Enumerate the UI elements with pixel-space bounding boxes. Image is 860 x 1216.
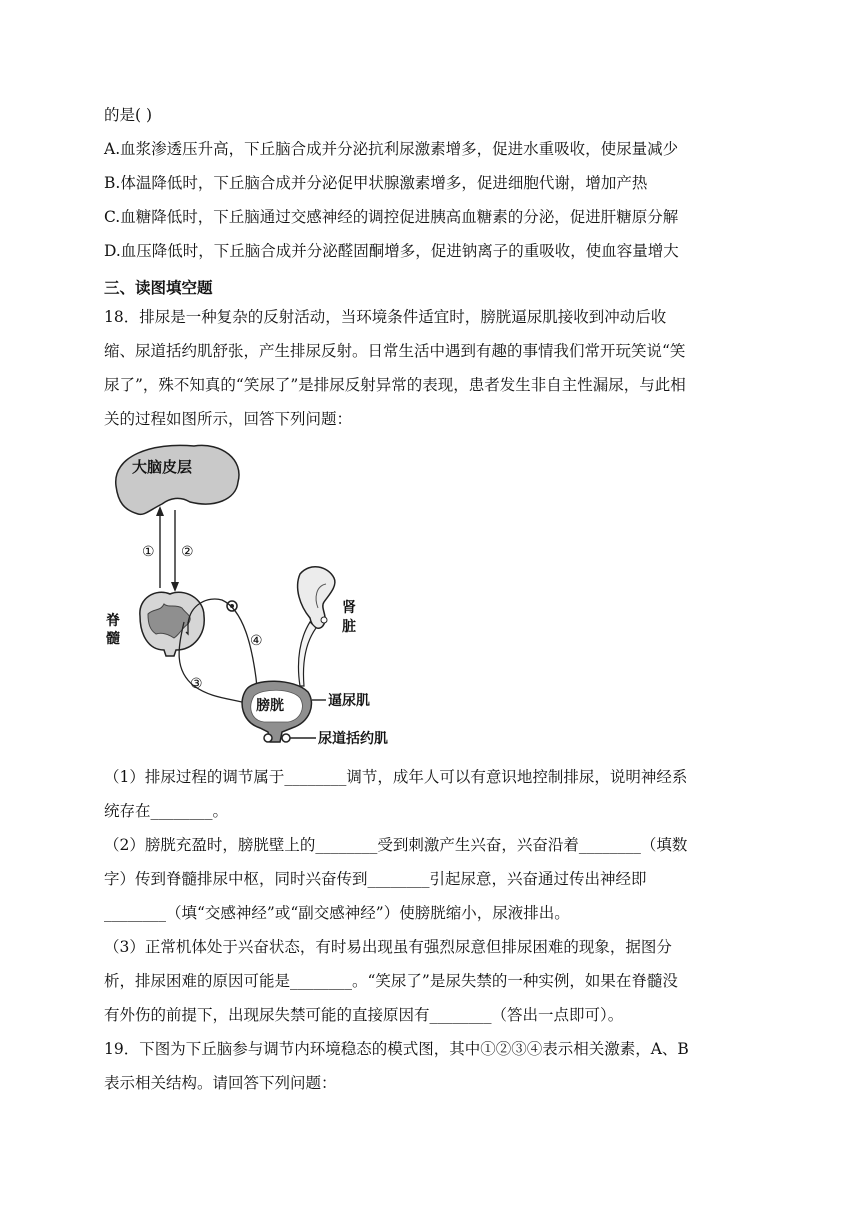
question-19-line-2: 表示相关结构。请回答下列问题： bbox=[104, 1074, 337, 1092]
question-18-line-3: 尿了”，殊不知真的“笑尿了”是排尿反射异常的表现，患者发生非自主性漏尿，与此相 bbox=[104, 376, 686, 394]
q18-sub3-line-2: 析，排尿困难的原因可能是________。“笑尿了”是尿失禁的一种实例，如果在脊髓没 bbox=[104, 972, 678, 990]
sphincter-left-icon bbox=[264, 734, 272, 742]
q18-sub2-line-1: （2）膀胱充盈时，膀胱壁上的________受到刺激产生兴奋，兴奋沿着________（填数 bbox=[104, 836, 688, 854]
option-a: A.血浆渗透压升高，下丘脑合成并分泌抗利尿激素增多，促进水重吸收，使尿量减少 bbox=[104, 140, 679, 158]
sphincter-right-icon bbox=[282, 734, 290, 742]
question-18-line-2: 缩、尿道括约肌舒张，产生排尿反射。日常生活中遇到有趣的事情我们常开玩笑说“笑 bbox=[104, 342, 686, 360]
question-18-line-1: 18．排尿是一种复杂的反射活动，当环境条件适宜时，膀胱逼尿肌接收到冲动后收 bbox=[104, 308, 667, 326]
spine-label-1: 脊 bbox=[106, 613, 120, 629]
q18-sub2-line-2: 字）传到脊髓排尿中枢，同时兴奋传到________引起尿意，兴奋通过传出神经即 bbox=[104, 870, 647, 888]
q18-sub1-line-1: （1）排尿过程的调节属于________调节，成年人可以有意识地控制排尿，说明神经系 bbox=[104, 768, 688, 786]
q18-sub2-line-3: ________（填“交感神经”或“副交感神经”）使膀胱缩小，尿液排出。 bbox=[104, 904, 570, 922]
arrow-up-icon bbox=[156, 506, 164, 516]
q18-sub3-line-3: 有外伤的前提下，出现尿失禁可能的直接原因有________（答出一点即可）。 bbox=[104, 1006, 624, 1024]
pathway-1-label: ① bbox=[142, 544, 155, 560]
option-c: C.血糖降低时，下丘脑通过交感神经的调控促进胰高血糖素的分泌，促进肝糖原分解 bbox=[104, 208, 679, 226]
section-heading: 三、读图填空题 bbox=[104, 279, 213, 297]
arrow-down-icon bbox=[171, 582, 179, 592]
cerebral-cortex-shape bbox=[116, 445, 239, 514]
kidney-label-2: 脏 bbox=[342, 619, 356, 635]
sphincter-label: 尿道括约肌 bbox=[318, 731, 388, 747]
pathway-4-label: ④ bbox=[250, 633, 263, 649]
pathway-3-label: ③ bbox=[190, 676, 203, 692]
kidney-label-1: 肾 bbox=[342, 600, 356, 616]
q18-sub1-line-2: 统存在________。 bbox=[104, 802, 229, 820]
option-d: D.血压降低时，下丘脑合成并分泌醛固酮增多，促进钠离子的重吸收，使血容量增大 bbox=[104, 242, 679, 260]
question-19-line-1: 19．下图为下丘脑参与调节内环境稳态的模式图，其中①②③④表示相关激素，A、B bbox=[104, 1040, 689, 1058]
detrusor-label: 逼尿肌 bbox=[328, 693, 370, 709]
urination-reflex-diagram bbox=[104, 438, 424, 758]
pathway-2-label: ② bbox=[181, 544, 194, 560]
question-18-line-4: 关的过程如图所示，回答下列问题： bbox=[104, 410, 353, 428]
bladder-label: 膀胱 bbox=[256, 698, 284, 714]
option-b: B.体温降低时，下丘脑合成并分泌促甲状腺激素增多，促进细胞代谢，增加产热 bbox=[104, 174, 648, 192]
question-17-stem-end: 的是( ) bbox=[104, 106, 153, 124]
cortex-label: 大脑皮层 bbox=[132, 458, 193, 476]
spine-label-2: 髓 bbox=[106, 631, 120, 647]
q18-sub3-line-1: （3）正常机体处于兴奋状态，有时易出现虽有强烈尿意但排尿困难的现象，据图分 bbox=[104, 938, 672, 956]
